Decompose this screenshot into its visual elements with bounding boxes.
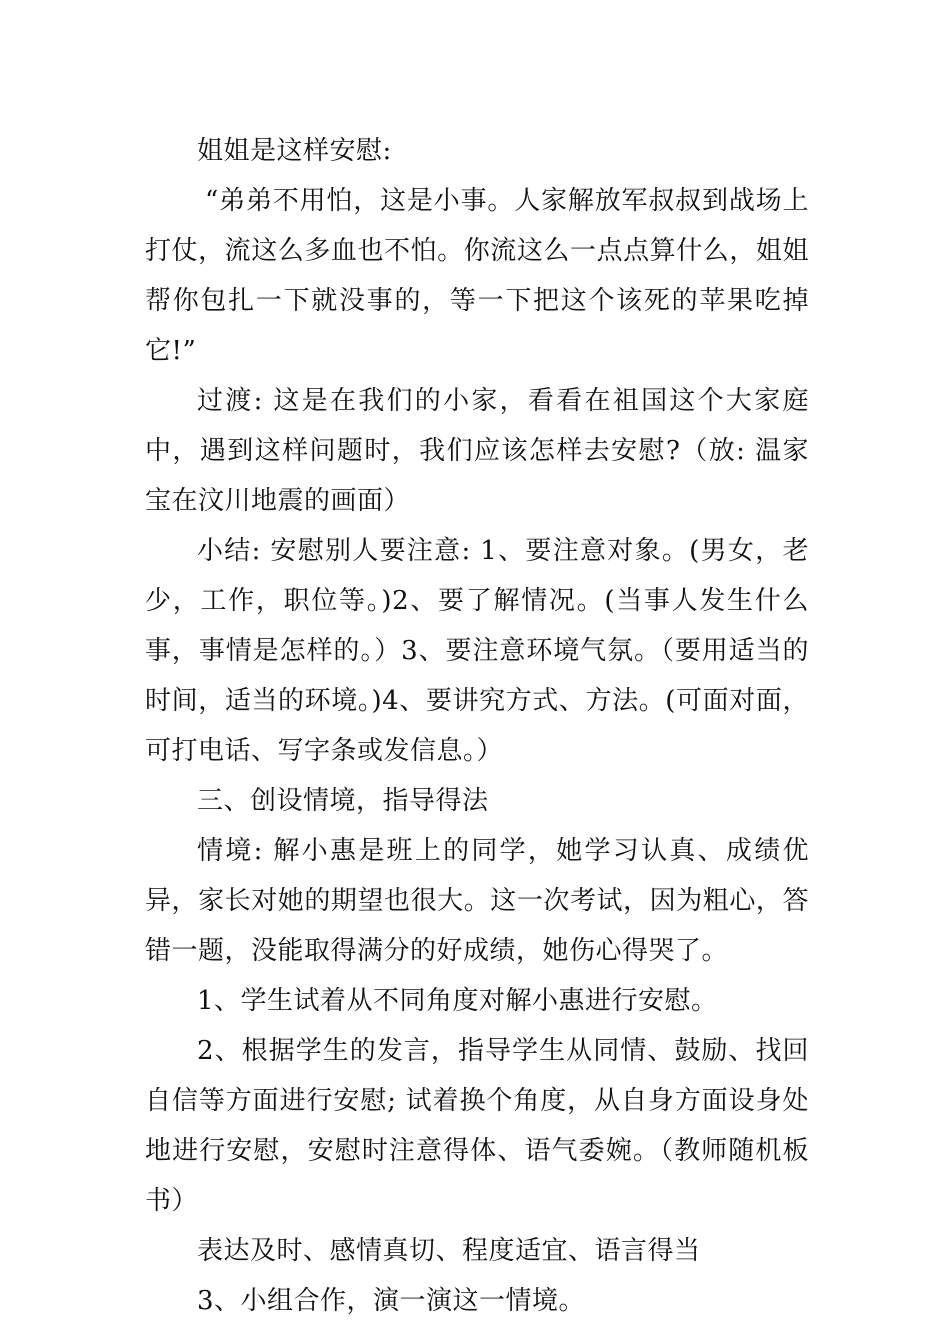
- list-item-step-1: 1、学生试着从不同角度对解小惠进行安慰。: [197, 986, 718, 1016]
- paragraph-transition: 过渡: 这是在我们的小家，看看在祖国这个大家庭中，遇到这样问题时，我们应该怎样去安慰?（放: 温家宝在汶川地震的画面）: [145, 386, 809, 516]
- paragraph-sister-quote: “弟弟不用怕，这是小事。人家解放军叔叔到战场上打仗，流这么多血也不怕。你流这么一点点算什么，姐姐帮你包扎一下就没事的，等一下把这个该死的苹果吃掉它!”: [145, 186, 809, 366]
- paragraph-blackboard-notes: 表达及时、感情真切、程度适宜、语言得当: [197, 1236, 701, 1266]
- paragraph-sister-comfort-intro: 姐姐是这样安慰:: [197, 136, 392, 166]
- paragraph-summary: 小结: 安慰别人要注意: 1、要注意对象。(男女，老少，工作，职位等。)2、要了解情况。(当事人发生什么事，事情是怎样的。）3、要注意环境气氛。（要用适当的时间，适当的环境。)4、要讲究方式、方法。(可面对面，可打电话、写字条或发信息。）: [145, 536, 809, 766]
- paragraph-scenario: 情境: 解小惠是班上的同学，她学习认真、成绩优异，家长对她的期望也很大。这一次考试，因为粗心，答错一题，没能取得满分的好成绩，她伤心得哭了。: [145, 836, 809, 966]
- list-item-step-3: 3、小组合作，演一演这一情境。: [197, 1286, 586, 1316]
- section-heading-scenario: 三、创设情境，指导得法: [197, 786, 489, 816]
- list-item-step-2: 2、根据学生的发言，指导学生从同情、鼓励、找回自信等方面进行安慰; 试着换个角度，从自身方面设身处地进行安慰，安慰时注意得体、语气委婉。（教师随机板书）: [145, 1036, 809, 1216]
- document-body: [145, 126, 809, 1326]
